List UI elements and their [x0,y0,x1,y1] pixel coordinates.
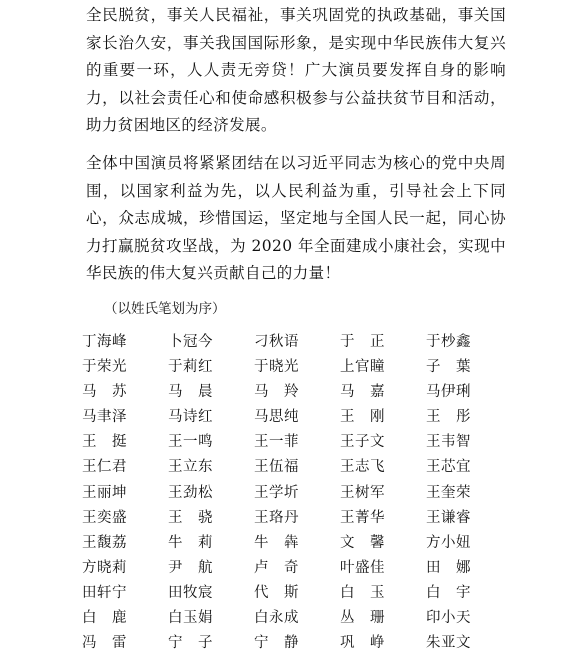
signatory-name: 丛 珊 [340,610,385,627]
signatory-name: 王 骁 [168,509,213,526]
signatory-name: 王珞丹 [254,509,299,526]
signatory-name: 于杪鑫 [426,334,471,350]
signatory-name: 王立东 [168,459,213,476]
signatory-name: 王一鸣 [168,434,213,451]
paragraph-2: 全体中国演员将紧紧团结在以习近平同志为核心的党中央周围，以国家利益为先，以人民利益为重，引导社会上下同心，众志成城，珍惜国运，坚定地与全国人民一起，同心协力打赢脱贫攻坚战，为 2020 年全面建成小康社会，实现中华民族的伟大复兴贡献自己的力量！ [86,154,506,282]
signatory-name: 马诗红 [168,409,213,426]
signatory-name: 马 嘉 [340,384,385,401]
signatory-name: 白 鹿 [82,610,127,627]
signatory-name: 上官瞳 [340,359,385,376]
signatory-name: 王芯宜 [426,459,471,476]
signatory-name: 丁海峰 [82,334,127,350]
signatory-name: 白永成 [254,610,299,627]
signatory-name: 方晓莉 [82,559,127,576]
signatory-name: 于晓光 [254,359,299,376]
signatory-name: 于莉红 [168,359,213,376]
signatory-name: 刁秋语 [254,334,299,350]
signatory-name: 朱亚文 [426,635,471,652]
signatory-name: 王奕盛 [82,509,127,526]
signatory-name: 于荣光 [82,359,127,376]
signatory-name: 马思纯 [254,409,299,426]
signatory-name: 尹 航 [168,559,213,576]
signatory-name: 文 馨 [340,534,385,551]
signatory-name: 王伍福 [254,459,299,476]
signatory-name: 巩 峥 [340,635,385,652]
signatory-name: 马 羚 [254,384,299,401]
signatory-name: 马 苏 [82,384,127,401]
signatory-name: 王学圻 [254,484,299,501]
signatory-name-list [82,330,512,656]
signatory-name: 冯 雷 [82,635,127,652]
signatory-name: 王 刚 [340,409,385,426]
ordering-note: （以姓氏笔划为序） [104,301,226,317]
signatory-name: 王韦智 [426,434,471,451]
signatory-name: 白 玉 [340,584,385,601]
signatory-name: 叶盛佳 [340,559,385,576]
signatory-name: 王馥荔 [82,534,127,551]
signatory-name: 宁 静 [254,635,299,652]
signatory-name: 王丽坤 [82,484,127,501]
signatory-name: 牛 犇 [254,534,299,551]
signatory-name: 王劲松 [168,484,213,501]
signatory-name: 王树军 [340,484,385,501]
signatory-name: 田轩宁 [82,584,127,601]
signatory-name: 王仁君 [82,459,127,476]
signatory-name: 代 斯 [254,584,299,601]
signatory-name: 卢 奇 [254,559,299,576]
signatory-name: 王志飞 [340,459,385,476]
signatory-name: 宁 子 [168,635,213,652]
signatory-name: 于 正 [340,334,385,350]
signatory-name: 牛 莉 [168,534,213,551]
signatory-name: 王 挺 [82,434,127,451]
signatory-name: 田牧宸 [168,584,213,601]
signatory-name: 子 葉 [426,359,471,376]
signatory-name: 印小天 [426,610,471,627]
signatory-name: 马 晨 [168,384,213,401]
signatory-name: 田 娜 [426,559,471,576]
signatory-name: 王 彤 [426,409,471,426]
signatory-name: 白玉娟 [168,610,213,627]
signatory-name: 王一菲 [254,434,299,451]
signatory-name: 王菁华 [340,509,385,526]
signatory-name: 王奎荣 [426,484,471,501]
paragraph-1: 全民脱贫，事关人民福祉，事关巩固党的执政基础，事关国家长治久安，事关我国国际形象，是实现中华民族伟大复兴的重要一环，人人责无旁贷！广大演员要发挥自身的影响力，以社会责任心和使命感积极参与公益扶贫节目和活动，助力贫困地区的经济发展。 [86,6,506,134]
signatory-name: 王子文 [340,434,385,451]
signatory-name: 马伊琍 [426,384,471,401]
signatory-name: 卜冠今 [168,334,213,350]
signatory-name: 王谦睿 [426,509,471,526]
signatory-name: 方小妞 [426,534,471,551]
signatory-name: 马聿泽 [82,409,127,426]
signatory-name: 白 宇 [426,584,471,601]
